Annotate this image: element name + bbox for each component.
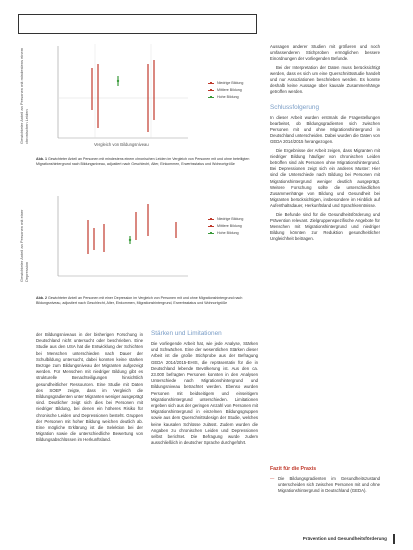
paragraph: der Bildungsniveaus in der bisherigen Forschung in Deutschland nicht untersucht oder beschrieben. Eine Studie aus den USA hat die Entwicklung der Schichten bei Menschen unterschieden nach Dauer der Schulbildung untersucht, dabei konnten keine starken Bezüge zum Bildungsniveau der Migranten aufgezeigt werden. Für Menschen mit niedriger Bildung gibt es strukturelle Benachteiligungen hinsichtlich gesundheitlicher Ressourcen. Eine Studie mit Daten des SOEP zeigte, dass im Vergleich die Bildungsgradienten unter Migranten weniger ausgeprägt sind. Deutlicher zeigt sich dies bei Personen mit niedriger Bildung, bei denen ein höheres Risiko für chronische Leiden und Depressionen besteht. Gruppen der Personen mit hoher Bildung weichen deutlich ab. Eine mögliche Erklärung ist die Selektion bei der Migration sowie die unterschiedliche Bewertung von Bildungsabschlüssen im Herkunftsland. (36, 332, 143, 443)
paragraph: Bei der Interpretation der Daten muss berücksichtigt werden, dass es sich um eine Querschnittsstudie handelt und nur Assoziationen beschrieben werden. Es konnte deshalb keine Aussage über kausale Zusammenhänge getroffen werden. (270, 64, 380, 95)
legend-item: Hohe Bildung (208, 230, 243, 237)
paragraph: Aussagen anderer Studien mit größeren und noch umfassenderen Stichproben ermöglichen bessere Einordnungen der vorliegenden Befunde. (270, 44, 380, 62)
section-heading: Schlussfolgerung (270, 103, 320, 111)
legend-item: Niedrige Bildung (208, 216, 243, 223)
figure-2-plot (18, 192, 258, 292)
footer-bar (393, 534, 395, 544)
practice-box (270, 462, 380, 526)
left-column (36, 332, 143, 528)
figure-2 (18, 192, 258, 292)
practice-item: — Die Bildungsgradienten im Gesundheitszustand unterscheiden sich zwischen Personen mit und ohne Migrationshintergrund in Deutschland (GEDA). (270, 476, 380, 495)
figure-1 (18, 40, 258, 152)
journal-footer: Prävention und Gesundheitsförderung (302, 536, 387, 541)
paragraph: Die Befunde sind für die Gesundheitsförderung und Prävention relevant. Zielgruppenspezifische Angebote für Menschen mit Migrationshintergrund und niedriger Bildung könnten zur Reduktion gesundheitlicher Ungleichheit beitragen. (270, 211, 380, 242)
figure-2-y-label: Gewichteter Anteil an Personen mit einer Depression (19, 209, 29, 282)
figure-1-legend (208, 80, 243, 101)
middle-column (151, 327, 258, 528)
figure-1-x-label: Vergleich von Bildungsniveau (94, 142, 149, 147)
practice-list (270, 476, 380, 495)
figure-1-y-label: Gewichteter Anteil an Personen mit mindestens einem chronischen Leiden (19, 47, 29, 144)
paragraph: Die vorliegende Arbeit hat, wie jede Analyse, Stärken und Schwächen. Eine der wesentlichen Stärken dieser Arbeit ist die große Stichprobe aus der Befragung GEDA 2014/2015-EHIS, die repräsentativ für die in Deutschland lebende Bevölkerung ist. Aus den ca. 23.000 befragten Personen konnten in den Analysen Unterschiede nach Migrationshintergrund und Bildungsniveau betrachtet werden. Ebenso wurden Personen mit beidseitigem und einseitigem Migrationshintergrund unterschieden. Limitationen ergeben sich aus der geringen Anzahl von Personen mit Migrationshintergrund in einzelnen Bildungsgruppen sowie aus dem Querschnittsdesign der Studie, welches keine kausalen Schlüsse zulässt. Zudem wurden die Angaben zu chronischen Leiden und Depressionen selbst berichtet. Die Befragung wurde zudem ausschließlich in deutscher Sprache durchgeführt. (151, 341, 258, 446)
section-heading: Stärken und Limitationen (151, 330, 222, 337)
right-column (270, 44, 380, 462)
header-box (18, 14, 257, 34)
figure-2-caption: Abb. 2 Gewichteter Anteil an Personen mit einer Depression im Vergleich von Personen mit und ohne Migrationshintergrund nach Bildungsniveau, adjustiert nach Geschlecht, Alter, Einkommen, Migrationshintergrund, Erwerbsstatus und Wohnortgröße (36, 296, 243, 306)
paragraph: Die Ergebnisse der Arbeit zeigen, dass Migranten mit niedriger Bildung häufiger von chronischen Leiden betroffen sind als Personen ohne Migrationshintergrund. Bei Depressionen zeigt sich ein anderes Muster: Hier sind die Unterschiede nach Bildung bei Personen mit Migrationshintergrund weniger deutlich ausgeprägt. Weitere Forschung sollte die unterschiedlichen Zusammenhänge von Bildung und Gesundheit bei Migranten berücksichtigen, insbesondere im Hinblick auf Aufenthaltsdauer, Herkunftsland und Sprachkenntnisse. (270, 147, 380, 209)
paragraph: In dieser Arbeit wurden erstmals die Fragestellungen bearbeitet, ob Bildungsgradienten sich zwischen Personen mit und ohne Migrationshintergrund in Deutschland unterscheiden. Dabei wurden die Daten von GEDA 2014/2015 herangezogen. (270, 114, 380, 145)
legend-item: Hohe Bildung (208, 94, 243, 101)
figure-2-legend (208, 216, 243, 237)
practice-heading: Fazit für die Praxis (270, 466, 317, 472)
legend-item: Mittlere Bildung (208, 223, 243, 230)
legend-item: Mittlere Bildung (208, 87, 243, 94)
figure-1-caption: Abb. 1 Gewichteter Anteil an Personen mit mindestens einem chronischen Leiden im Vergleich von Personen mit und ohne beteiligten Migrationshintergrund nach Bildungsniveau, adjustiert nach Geschlecht, Alter, Einkommen, Erwerbsstatus und Wohnortgröße (36, 157, 250, 167)
legend-item: Niedrige Bildung (208, 80, 243, 87)
